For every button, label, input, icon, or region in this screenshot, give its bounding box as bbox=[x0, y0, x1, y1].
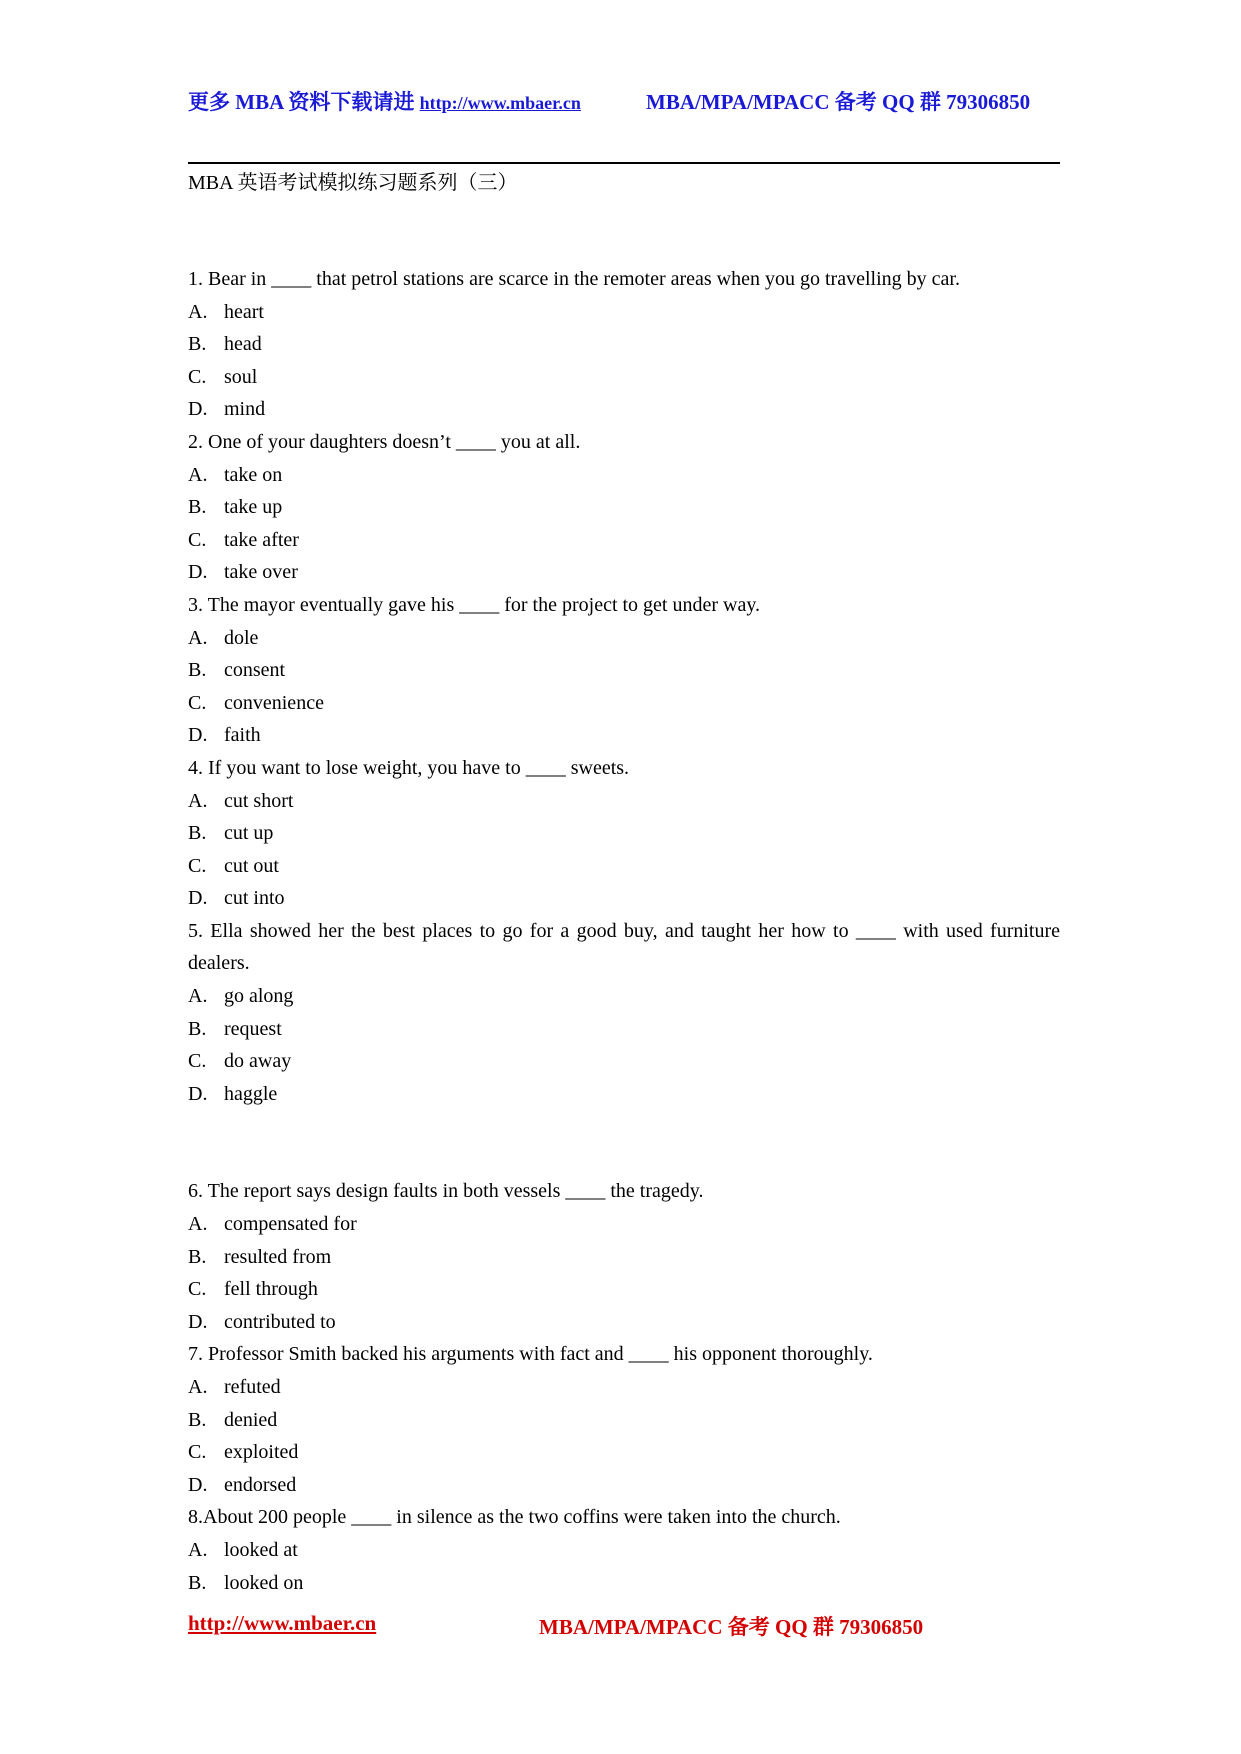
option-letter: C. bbox=[188, 1278, 207, 1301]
answer-option bbox=[188, 1013, 1060, 1046]
answer-option bbox=[188, 393, 1060, 426]
option-letter: A. bbox=[188, 1213, 208, 1236]
option-letter: A. bbox=[188, 985, 208, 1008]
question-stem: 3. The mayor eventually gave his ____ for the project to get under way. bbox=[188, 593, 761, 616]
answer-option bbox=[188, 1273, 1060, 1306]
option-letter: B. bbox=[188, 659, 207, 682]
question-block bbox=[188, 263, 1060, 426]
question-block bbox=[188, 752, 1060, 915]
answer-option bbox=[188, 687, 1060, 720]
option-letter: D. bbox=[188, 561, 208, 584]
question-block bbox=[188, 589, 1060, 752]
answer-option bbox=[188, 491, 1060, 524]
answer-option bbox=[188, 1567, 1060, 1600]
option-letter: C. bbox=[188, 365, 207, 388]
question-list bbox=[188, 263, 1060, 1599]
option-text: exploited bbox=[224, 1441, 299, 1464]
option-letter: B. bbox=[188, 1245, 207, 1268]
question-stem: 7. Professor Smith backed his arguments with fact and ____ his opponent thoroughly. bbox=[188, 1343, 873, 1366]
answer-option bbox=[188, 719, 1060, 752]
option-text: faith bbox=[224, 724, 261, 747]
answer-option bbox=[188, 1534, 1060, 1567]
option-letter: B. bbox=[188, 496, 207, 519]
answer-option bbox=[188, 328, 1060, 361]
option-text: cut into bbox=[224, 887, 285, 910]
answer-option bbox=[188, 1469, 1060, 1502]
option-letter: B. bbox=[188, 1017, 207, 1040]
answer-option bbox=[188, 361, 1060, 394]
option-text: looked on bbox=[224, 1571, 304, 1594]
option-text: compensated for bbox=[224, 1213, 357, 1236]
option-text: go along bbox=[224, 985, 294, 1008]
option-text: head bbox=[224, 333, 262, 356]
option-text: consent bbox=[224, 659, 286, 682]
option-letter: B. bbox=[188, 822, 207, 845]
answer-option bbox=[188, 1371, 1060, 1404]
option-text: mind bbox=[224, 398, 266, 421]
document-title: MBA 英语考试模拟练习题系列（三） bbox=[188, 172, 518, 194]
answer-option bbox=[188, 882, 1060, 915]
option-letter: D. bbox=[188, 398, 208, 421]
option-text: endorsed bbox=[224, 1473, 297, 1496]
answer-option bbox=[188, 785, 1060, 818]
question-block bbox=[188, 426, 1060, 589]
question-block bbox=[188, 1501, 1060, 1599]
option-text: haggle bbox=[224, 1082, 278, 1105]
option-text: take after bbox=[224, 528, 299, 551]
option-letter: B. bbox=[188, 1571, 207, 1594]
question-stem: 2. One of your daughters doesn’t ____ you at all. bbox=[188, 430, 581, 453]
footer-qq-group: MBA/MPA/MPACC 备考 QQ 群 79306850 bbox=[539, 1615, 924, 1639]
answer-option bbox=[188, 524, 1060, 557]
answer-option bbox=[188, 1241, 1060, 1274]
option-text: take on bbox=[224, 463, 283, 486]
header-left bbox=[188, 86, 581, 116]
answer-option bbox=[188, 850, 1060, 883]
option-letter: A. bbox=[188, 463, 208, 486]
option-text: heart bbox=[224, 300, 264, 323]
header-qq-group: MBA/MPA/MPACC 备考 QQ 群 79306850 bbox=[646, 90, 1031, 114]
footer-link-wrap bbox=[188, 1611, 376, 1636]
answer-option bbox=[188, 654, 1060, 687]
section-gap bbox=[188, 1110, 1060, 1175]
question-block bbox=[188, 915, 1060, 1111]
option-letter: B. bbox=[188, 333, 207, 356]
answer-option bbox=[188, 622, 1060, 655]
option-letter: D. bbox=[188, 1473, 208, 1496]
option-text: looked at bbox=[224, 1538, 298, 1561]
option-text: convenience bbox=[224, 691, 324, 714]
header-divider bbox=[188, 162, 1060, 164]
answer-option bbox=[188, 1045, 1060, 1078]
question-stem: 5. Ella showed her the best places to go for a good buy, and taught her how to ____ with used furniture dealers. bbox=[188, 919, 1060, 975]
option-letter: C. bbox=[188, 854, 207, 877]
option-text: refuted bbox=[224, 1376, 281, 1398]
option-letter: D. bbox=[188, 887, 208, 910]
answer-option bbox=[188, 980, 1060, 1013]
answer-option bbox=[188, 1306, 1060, 1339]
option-letter: A. bbox=[188, 626, 208, 649]
option-letter: A. bbox=[188, 789, 208, 812]
option-letter: A. bbox=[188, 300, 208, 323]
option-letter: A. bbox=[188, 1376, 208, 1398]
option-text: resulted from bbox=[224, 1245, 332, 1268]
answer-option bbox=[188, 1208, 1060, 1241]
option-text: take over bbox=[224, 561, 298, 584]
option-text: fell through bbox=[224, 1278, 318, 1301]
option-text: denied bbox=[224, 1408, 278, 1431]
option-letter: B. bbox=[188, 1408, 207, 1431]
option-letter: D. bbox=[188, 1082, 208, 1105]
footer-site-link[interactable]: http://www.mbaer.cn bbox=[188, 1611, 377, 1635]
answer-option bbox=[188, 817, 1060, 850]
header-site-link[interactable]: http://www.mbaer.cn bbox=[419, 93, 581, 113]
option-text: contributed to bbox=[224, 1310, 336, 1333]
option-letter: C. bbox=[188, 1441, 207, 1464]
option-text: soul bbox=[224, 365, 258, 388]
option-text: dole bbox=[224, 626, 259, 649]
answer-option bbox=[188, 459, 1060, 492]
answer-option bbox=[188, 296, 1060, 329]
question-stem: 1. Bear in ____ that petrol stations are scarce in the remoter areas when you go travelling by car. bbox=[188, 268, 960, 290]
question-stem: 6. The report says design faults in both vessels ____ the tragedy. bbox=[188, 1180, 704, 1203]
answer-option bbox=[188, 1404, 1060, 1437]
option-text: cut out bbox=[224, 854, 279, 877]
option-letter: D. bbox=[188, 724, 208, 747]
option-text: cut up bbox=[224, 822, 274, 845]
answer-option bbox=[188, 1078, 1060, 1111]
question-stem: 4. If you want to lose weight, you have to ____ sweets. bbox=[188, 756, 630, 779]
answer-option bbox=[188, 556, 1060, 589]
question-stem: 8.About 200 people ____ in silence as the two coffins were taken into the church. bbox=[188, 1506, 841, 1529]
question-block bbox=[188, 1175, 1060, 1338]
question-block bbox=[188, 1338, 1060, 1501]
answer-option bbox=[188, 1436, 1060, 1469]
option-text: do away bbox=[224, 1050, 292, 1073]
option-letter: C. bbox=[188, 528, 207, 551]
option-text: take up bbox=[224, 496, 283, 519]
option-text: request bbox=[224, 1017, 282, 1040]
header-promo-text: 更多 MBA 资料下载请进 bbox=[188, 90, 420, 114]
option-letter: A. bbox=[188, 1538, 208, 1561]
option-letter: C. bbox=[188, 1050, 207, 1073]
option-text: cut short bbox=[224, 789, 294, 812]
option-letter: C. bbox=[188, 691, 207, 714]
option-letter: D. bbox=[188, 1310, 208, 1333]
